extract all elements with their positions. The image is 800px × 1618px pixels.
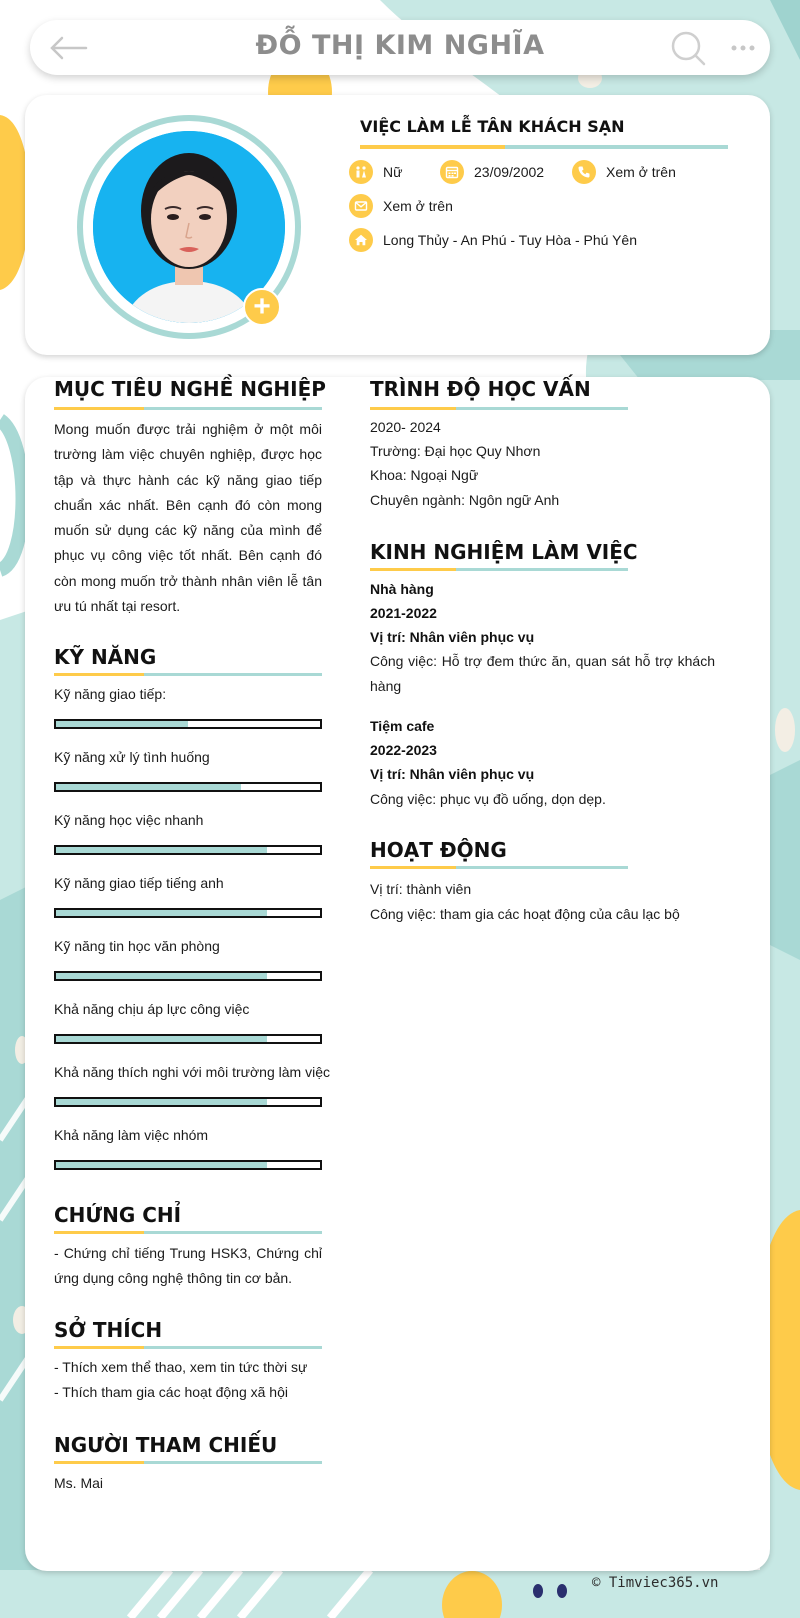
plus-icon[interactable]: + (243, 288, 281, 326)
job-position: Vị trí: Nhân viên phục vụ (370, 766, 535, 782)
phone-icon (572, 160, 596, 184)
job-position: Vị trí: Nhân viên phục vụ (370, 629, 535, 645)
skill-level-fill (56, 721, 188, 727)
job-period: 2021-2022 (370, 605, 437, 621)
gender-row (349, 160, 402, 184)
experience-title: KINH NGHIỆM LÀM VIỆC (370, 540, 638, 564)
hobbies-underline (54, 1346, 322, 1349)
career-goal-underline (54, 407, 322, 410)
references-underline (54, 1461, 322, 1464)
phone-value: Xem ở trên (606, 164, 676, 180)
references-text: Ms. Mai (54, 1475, 103, 1491)
skill-label: Khả năng thích nghi với môi trường làm việc (54, 1064, 330, 1080)
search-icon[interactable] (670, 30, 706, 66)
top-bar (30, 20, 770, 75)
skill-level-bar (54, 719, 322, 729)
certificates-underline (54, 1231, 322, 1234)
address-value: Long Thủy - An Phú - Tuy Hòa - Phú Yên (383, 232, 637, 248)
page-dots (528, 1582, 578, 1600)
skill-level-bar (54, 1034, 322, 1044)
skill-label: Kỹ năng xử lý tình huống (54, 749, 210, 765)
certificates-title: CHỨNG CHỈ (54, 1203, 182, 1227)
skill-level-bar (54, 971, 322, 981)
watermark: © Timviec365.vn (592, 1575, 719, 1591)
skills-underline (54, 673, 322, 676)
career-goal-text: Mong muốn được trải nghiệm ở một môi trường làm việc chuyên nghiệp, được học tập và thực hành các kỹ năng giao tiếp chuẩn xác nhất. Bên cạnh đó còn mong muốn sử dụng các kỹ năng của mình để phục vụ công việc tốt nhất. Bên cạnh đó còn mong muốn trở thành nhân viên lễ tân ưu tú nhất tại resort. (54, 421, 322, 615)
job-description: Công việc: phục vụ đồ uống, dọn dẹp. (370, 791, 606, 807)
birthday-row (440, 160, 544, 184)
address-row (349, 228, 637, 252)
education-line: Khoa: Ngoại Ngữ (370, 467, 479, 483)
skill-level-bar (54, 908, 322, 918)
references-title: NGƯỜI THAM CHIẾU (54, 1433, 278, 1457)
skill-label: Kỹ năng học việc nhanh (54, 812, 204, 828)
education-title: TRÌNH ĐỘ HỌC VẤN (370, 377, 591, 401)
job-title-underline (360, 145, 728, 149)
hobby-item: - Thích tham gia các hoạt động xã hội (54, 1384, 288, 1400)
skill-level-bar (54, 1160, 322, 1170)
career-goal-title: MỤC TIÊU NGHỀ NGHIỆP (54, 377, 326, 401)
job-title: VIỆC LÀM LỄ TÂN KHÁCH SẠN (360, 117, 625, 136)
calendar-icon (440, 160, 464, 184)
education-line: Chuyên ngành: Ngôn ngữ Anh (370, 492, 560, 508)
skills-title: KỸ NĂNG (54, 645, 157, 669)
activities-title: HOẠT ĐỘNG (370, 838, 507, 862)
gender-value: Nữ (383, 164, 403, 180)
education-line: 2020- 2024 (370, 419, 441, 435)
job-period: 2022-2023 (370, 742, 437, 758)
resume-body-card (25, 377, 770, 1571)
skill-label: Khả năng làm việc nhóm (54, 1127, 209, 1143)
profile-card (25, 95, 770, 355)
skill-level-fill (56, 784, 241, 790)
certificates-text: - Chứng chỉ tiếng Trung HSK3, Chứng chỉ ứng dụng công nghệ thông tin cơ bản. (54, 1245, 322, 1287)
hobbies-title: SỞ THÍCH (54, 1318, 163, 1342)
skill-level-fill (56, 910, 267, 916)
skill-level-fill (56, 847, 267, 853)
mail-icon (349, 194, 373, 218)
activity-line: Vị trí: thành viên (370, 881, 472, 897)
skill-level-bar (54, 782, 322, 792)
birthday-value: 23/09/2002 (474, 164, 545, 180)
job-description: Công việc: Hỗ trợ đem thức ăn, quan sát hỗ trợ khách hàng (370, 653, 715, 695)
skill-label: Kỹ năng tin học văn phòng (54, 938, 220, 954)
activities-underline (370, 866, 628, 869)
skill-level-fill (56, 1036, 267, 1042)
skill-label: Khả năng chịu áp lực công việc (54, 1001, 250, 1017)
gender-icon (349, 160, 373, 184)
candidate-name: ĐỖ THỊ KIM NGHĨA (255, 30, 545, 61)
skill-level-fill (56, 1099, 267, 1105)
experience-underline (370, 568, 628, 571)
more-dots-icon[interactable] (730, 38, 756, 58)
skill-label: Kỹ năng giao tiếp tiếng anh (54, 875, 224, 891)
hobby-item: - Thích xem thể thao, xem tin tức thời sự (54, 1359, 308, 1375)
skill-label: Kỹ năng giao tiếp: (54, 686, 167, 702)
job-place: Nhà hàng (370, 581, 434, 597)
home-icon (349, 228, 373, 252)
skill-level-fill (56, 973, 267, 979)
job-place: Tiệm cafe (370, 718, 435, 734)
skill-level-bar (54, 845, 322, 855)
email-value: Xem ở trên (383, 198, 453, 214)
email-row (349, 194, 453, 218)
activity-line: Công việc: tham gia các hoạt động của câu lạc bộ (370, 906, 680, 922)
skill-level-bar (54, 1097, 322, 1107)
phone-row (572, 160, 676, 184)
skill-level-fill (56, 1162, 267, 1168)
education-line: Trường: Đại học Quy Nhơn (370, 443, 541, 459)
education-underline (370, 407, 628, 410)
